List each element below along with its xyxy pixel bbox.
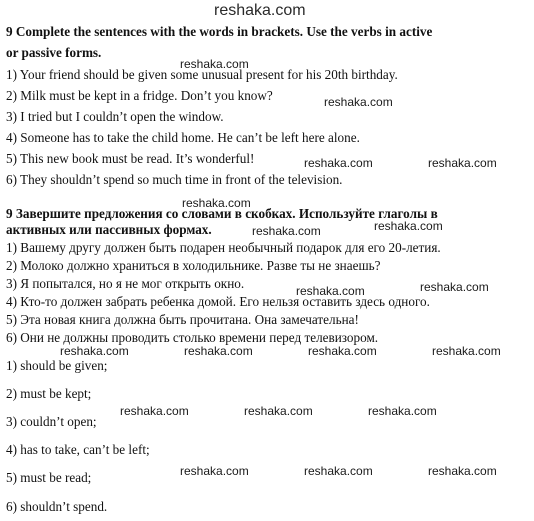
russian-item-4: 4) Кто-то должен забрать ребенка домой. Его нельзя оставить здесь одного. [6,294,430,309]
watermark: reshaka.com [180,464,249,478]
english-item-1: 1) Your friend should be given some unusual present for his 20th birthday. [6,67,398,82]
watermark: reshaka.com [304,156,373,170]
watermark: reshaka.com [60,344,129,358]
watermark: reshaka.com [252,224,321,238]
russian-item-1: 1) Вашему другу должен быть подарен необычный подарок для его 20-летия. [6,240,441,255]
watermark: reshaka.com [184,344,253,358]
russian-item-6: 6) Они не должны проводить столько времени перед телевизором. [6,330,379,345]
english-item-6: 6) They shouldn’t spend so much time in front of the television. [6,172,343,187]
english-heading-line-1: 9 Complete the sentences with the words in brackets. Use the verbs in active [6,24,433,39]
watermark: reshaka.com [296,284,365,298]
answer-5: 5) must be read; [6,470,92,485]
watermark: reshaka.com [432,344,501,358]
watermark: reshaka.com [304,464,373,478]
english-heading-line-2: or passive forms. [6,45,102,60]
watermark: reshaka.com [182,196,251,210]
answer-4: 4) has to take, can’t be left; [6,442,150,457]
watermark: reshaka.com [324,95,393,109]
russian-heading-line-2: активных или пассивных формах. [6,222,212,237]
russian-heading-line-1: 9 Завершите предложения со словами в скобках. Используйте глаголы в [6,206,438,221]
russian-item-2: 2) Молоко должно храниться в холодильнике. Разве ты не знаешь? [6,258,381,273]
answer-6: 6) shouldn’t spend. [6,499,108,514]
watermark: reshaka.com [180,57,249,71]
watermark: reshaka.com [368,404,437,418]
english-item-2: 2) Milk must be kept in a fridge. Don’t you know? [6,88,273,103]
watermark: reshaka.com [308,344,377,358]
watermark: reshaka.com [374,219,443,233]
russian-item-5: 5) Эта новая книга должна быть прочитана. Она замечательна! [6,312,359,327]
watermark: reshaka.com [428,156,497,170]
watermark: reshaka.com [428,464,497,478]
answer-1: 1) should be given; [6,358,108,373]
english-item-5: 5) This new book must be read. It’s wonderful! [6,151,255,166]
watermark: reshaka.com [120,404,189,418]
answer-3: 3) couldn’t open; [6,414,97,429]
watermark: reshaka.com [244,404,313,418]
english-item-4: 4) Someone has to take the child home. He can’t be left here alone. [6,130,360,145]
russian-item-3: 3) Я попытался, но я не мог открыть окно. [6,276,245,291]
answer-2: 2) must be kept; [6,386,92,401]
watermark: reshaka.com [420,280,489,294]
english-item-3: 3) I tried but I couldn’t open the window. [6,109,224,124]
watermark-top: reshaka.com [214,2,306,19]
